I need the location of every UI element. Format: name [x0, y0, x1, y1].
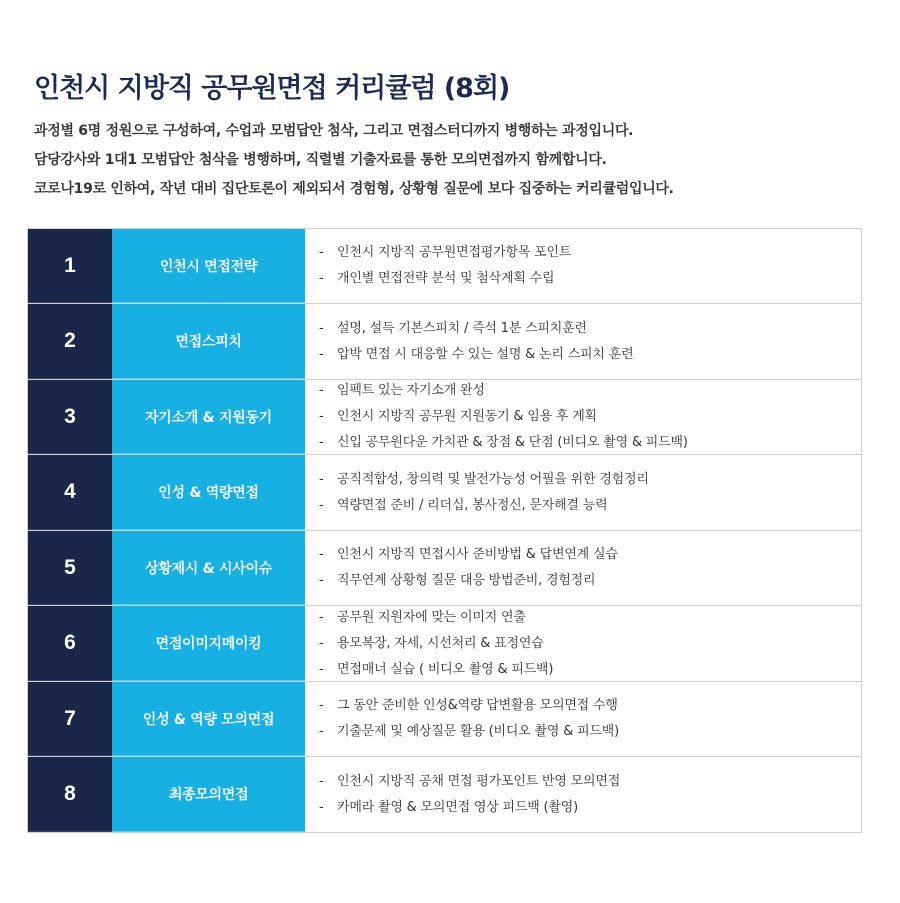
detail-text: 인천시 지방직 공채 면접 평가포인트 반영 모의면접 — [337, 773, 621, 789]
bullet-dash: - — [319, 471, 324, 487]
session-topic: 면접이미지메이킹 — [112, 606, 305, 681]
session-detail-item — [319, 467, 861, 493]
bullet-dash: - — [319, 661, 324, 677]
session-topic: 인성 & 역량면접 — [112, 455, 305, 530]
session-details — [305, 682, 861, 756]
session-details — [305, 455, 861, 530]
bullet-dash: - — [319, 573, 324, 588]
session-number: 2 — [28, 304, 112, 379]
session-details — [305, 380, 861, 454]
session-detail-item — [319, 378, 861, 404]
session-topic: 자기소개 & 지원동기 — [112, 380, 305, 454]
bullet-dash: - — [319, 635, 324, 651]
session-detail-item — [319, 240, 861, 266]
bullet-dash: - — [319, 409, 324, 424]
bullet-dash: - — [319, 609, 324, 625]
session-detail-item — [319, 542, 861, 568]
session-row — [28, 304, 861, 380]
session-row — [28, 682, 861, 757]
detail-text: 그 동안 준비한 인성&역량 답변활용 모의면접 수행 — [337, 698, 618, 713]
detail-text: 압박 면접 시 대응할 수 있는 설명 & 논리 스피치 훈련 — [337, 346, 634, 362]
session-number: 8 — [28, 757, 112, 832]
session-detail-item — [319, 430, 861, 456]
session-topic: 면접스피치 — [112, 304, 305, 379]
bullet-dash: - — [319, 724, 324, 739]
detail-text: 용모복장, 자세, 시선처리 & 표정연습 — [337, 635, 544, 651]
session-row — [28, 757, 861, 833]
session-number: 1 — [28, 229, 112, 303]
session-detail-item — [319, 404, 861, 430]
session-number: 5 — [28, 531, 112, 605]
bullet-dash: - — [319, 245, 324, 260]
session-details — [305, 757, 861, 832]
session-row — [28, 606, 861, 682]
intro-line: 코로나19로 인하여, 작년 대비 집단토론이 제외되서 경험형, 상황형 질문에 보다 집중하는 커리큘럼입니다. — [34, 181, 674, 197]
bullet-dash: - — [319, 799, 324, 815]
detail-text: 공직적합성, 창의력 및 발전가능성 어필을 위한 경험정리 — [337, 471, 649, 487]
session-number: 3 — [28, 380, 112, 454]
session-detail-item — [319, 631, 861, 657]
bullet-dash: - — [319, 383, 324, 398]
session-detail-item — [319, 342, 861, 368]
curriculum-table — [27, 228, 862, 833]
session-details — [305, 531, 861, 605]
session-row — [28, 531, 861, 606]
session-detail-item — [319, 693, 861, 719]
bullet-dash: - — [319, 698, 324, 713]
detail-text: 공무원 지원자에 맞는 이미지 연출 — [337, 609, 526, 625]
session-details — [305, 606, 861, 681]
detail-text: 인천시 지방직 공무원 지원동기 & 임용 후 계획 — [337, 409, 597, 424]
detail-text: 직무연계 상황형 질문 대응 방법준비, 경험정리 — [337, 573, 596, 588]
intro-text — [34, 117, 674, 204]
session-topic: 인성 & 역량 모의면접 — [112, 682, 305, 756]
page-title: 인천시 지방직 공무원면접 커리큘럼 (8회) — [34, 73, 510, 104]
detail-text: 신입 공무원다운 가치관 & 장점 & 단점 (비디오 촬영 & 피드백) — [337, 435, 688, 450]
detail-text: 기출문제 및 예상질문 활용 (비디오 촬영 & 피드백) — [337, 724, 620, 739]
bullet-dash: - — [319, 435, 324, 450]
bullet-dash: - — [319, 773, 324, 789]
session-detail-item — [319, 568, 861, 594]
detail-text: 임펙트 있는 자기소개 완성 — [337, 383, 485, 398]
session-number: 4 — [28, 455, 112, 530]
bullet-dash: - — [319, 320, 324, 336]
session-detail-item — [319, 605, 861, 631]
session-row — [28, 229, 861, 304]
session-topic: 최종모의면접 — [112, 757, 305, 832]
detail-text: 개인별 면접전략 분석 및 첨삭계획 수립 — [337, 271, 555, 286]
detail-text: 인천시 지방직 공무원면접평가항목 포인트 — [337, 245, 572, 260]
session-details — [305, 229, 861, 303]
detail-text: 설명, 설득 기본스피치 / 즉석 1분 스피치훈련 — [337, 320, 587, 336]
bullet-dash: - — [319, 346, 324, 362]
session-detail-item — [319, 266, 861, 292]
bullet-dash: - — [319, 271, 324, 286]
session-details — [305, 304, 861, 379]
detail-text: 역량면접 준비 / 리더십, 봉사정신, 문자해결 능력 — [337, 497, 608, 513]
session-topic: 상황제시 & 시사이슈 — [112, 531, 305, 605]
bullet-dash: - — [319, 547, 324, 562]
session-number: 7 — [28, 682, 112, 756]
session-number: 6 — [28, 606, 112, 681]
session-topic: 인천시 면접전략 — [112, 229, 305, 303]
session-detail-item — [319, 795, 861, 821]
detail-text: 면접매너 실습 ( 비디오 촬영 & 피드백) — [337, 661, 554, 677]
session-detail-item — [319, 719, 861, 745]
session-detail-item — [319, 493, 861, 519]
bullet-dash: - — [319, 497, 324, 513]
session-detail-item — [319, 769, 861, 795]
session-detail-item — [319, 657, 861, 683]
intro-line: 담당강사와 1대1 모범답안 첨삭을 병행하며, 직렬별 기출자료를 통한 모의면접까지 함께합니다. — [34, 152, 607, 168]
session-row — [28, 380, 861, 455]
session-row — [28, 455, 861, 531]
intro-line: 과정별 6명 정원으로 구성하여, 수업과 모범답안 첨삭, 그리고 면접스터디까지 병행하는 과정입니다. — [34, 123, 634, 139]
session-detail-item — [319, 316, 861, 342]
detail-text: 카메라 촬영 & 모의면접 영상 피드백 (촬영) — [337, 799, 579, 815]
detail-text: 인천시 지방직 면접시사 준비방법 & 답변연계 실습 — [337, 547, 618, 562]
